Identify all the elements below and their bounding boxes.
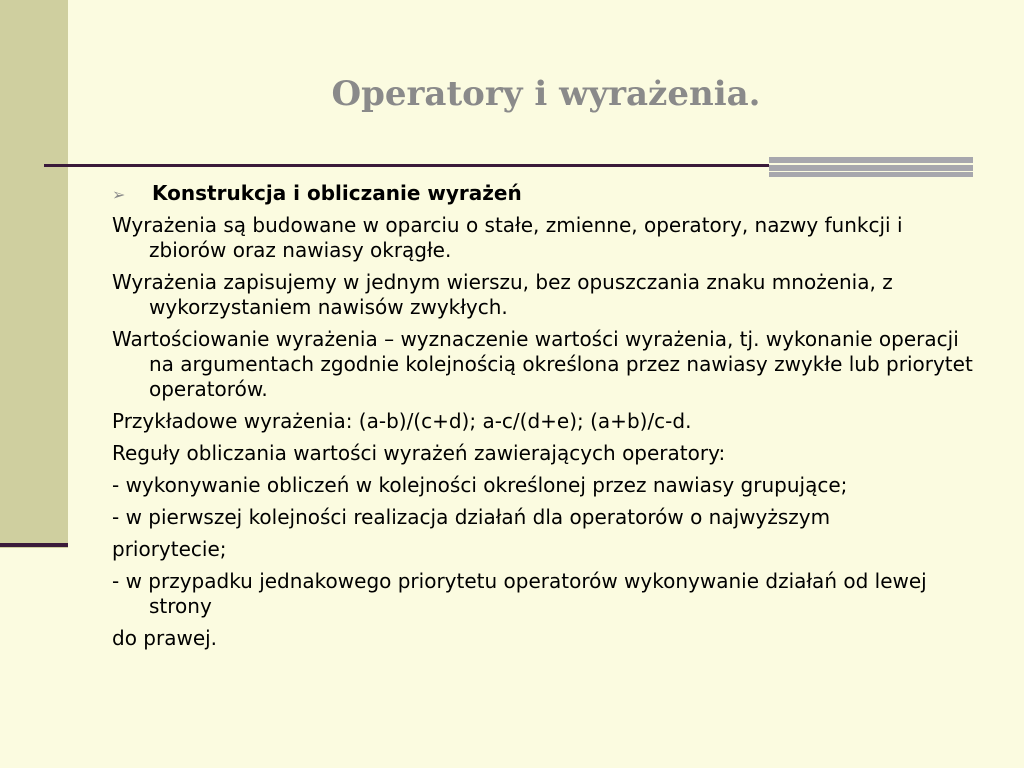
paragraph: priorytecie; bbox=[112, 537, 227, 561]
paragraph: Wartościowanie wyrażenia – wyznaczenie wartości wyrażenia, tj. wykonanie operacji na argumentach zgodnie kolejnością określona przez nawiasy zwykłe lub priorytet operatorów. bbox=[112, 327, 973, 401]
paragraph: - w pierwszej kolejności realizacja działań dla operatorów o najwyższym bbox=[112, 505, 831, 529]
slide-title: Operatory i wyrażenia. bbox=[331, 74, 761, 114]
paragraph: Reguły obliczania wartości wyrażeń zawierających operatory: bbox=[112, 441, 726, 465]
paragraph: Przykładowe wyrażenia: (a-b)/(c+d); a-c/(d+e); (a+b)/c-d. bbox=[112, 409, 692, 433]
paragraph: Wyrażenia zapisujemy w jednym wierszu, bez opuszczania znaku mnożenia, z wykorzystaniem nawisów zwykłych. bbox=[112, 270, 893, 319]
paragraph: - w przypadku jednakowego priorytetu operatorów wykonywanie działań od lewej strony bbox=[112, 569, 927, 618]
arrow-bullet-icon: ➢ bbox=[112, 185, 126, 204]
paragraph: Wyrażenia są budowane w oparciu o stałe, zmienne, operatory, nazwy funkcji i zbiorów oraz nawiasy okrągłe. bbox=[112, 213, 903, 262]
accent-stripe bbox=[769, 172, 973, 177]
paragraph: - wykonywanie obliczeń w kolejności określonej przez nawiasy grupujące; bbox=[112, 473, 848, 497]
left-decorative-band bbox=[0, 0, 68, 548]
title-accent-bar bbox=[769, 157, 973, 177]
accent-stripe bbox=[769, 157, 973, 163]
paragraph: do prawej. bbox=[112, 626, 218, 650]
title-underline bbox=[44, 164, 769, 167]
section-heading: Konstrukcja i obliczanie wyrażeń bbox=[152, 181, 522, 205]
accent-stripe bbox=[769, 165, 973, 171]
left-band-rule bbox=[0, 543, 68, 547]
heading-bullet-line bbox=[112, 181, 974, 207]
slide-body bbox=[112, 181, 974, 658]
